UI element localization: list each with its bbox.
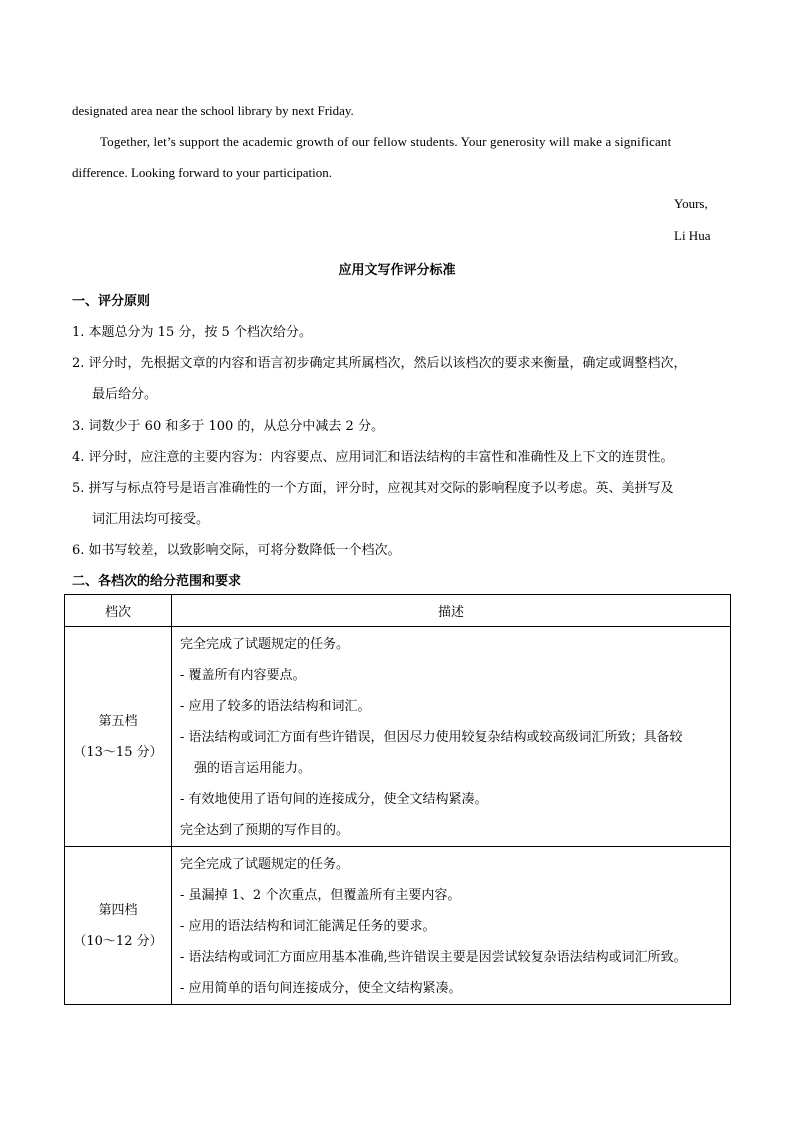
- principle-item: 4. 评分时，应注意的主要内容为：内容要点、应用词汇和语法结构的丰富性和准确性及上下文的连贯性。: [72, 450, 674, 465]
- principle-item: 3. 词数少于 60 和多于 100 的，从总分中减去 2 分。: [72, 419, 384, 434]
- letter-line-3: difference. Looking forward to your participation.: [72, 165, 333, 180]
- description-line: - 应用了较多的语法结构和词汇。: [180, 699, 371, 714]
- description-line: - 语法结构或词汇方面应用基本准确,些许错误主要是因尝试较复杂语法结构或词汇所致。: [180, 950, 687, 965]
- description-line: 完全完成了试题规定的任务。: [180, 637, 350, 652]
- principle-item-continuation: 最后给分。: [92, 387, 158, 402]
- table-row: [65, 627, 731, 847]
- description-line: - 覆盖所有内容要点。: [180, 668, 306, 683]
- level-name: 第四档: [98, 902, 138, 918]
- principle-item: 5. 拼写与标点符号是语言准确性的一个方面，评分时，应视其对交际的影响程度予以考虑。英、美拼写及: [72, 481, 674, 496]
- description-cell: [172, 847, 731, 1005]
- principle-item: 6. 如书写较差，以致影响交际，可将分数降低一个档次。: [72, 543, 401, 558]
- letter-closing: Yours,: [674, 196, 708, 211]
- page-title: 应用文写作评分标准: [338, 263, 456, 278]
- header-description: 描述: [172, 595, 731, 627]
- table-row: [65, 847, 731, 1005]
- level-cell: [65, 847, 172, 1005]
- level-name: 第五档: [98, 713, 138, 729]
- table-header-row: [65, 595, 731, 627]
- letter-signature: Li Hua: [674, 228, 711, 243]
- description-line: - 有效地使用了语句间的连接成分，使全文结构紧凑。: [180, 792, 488, 807]
- letter-line-1: designated area near the school library by next Friday.: [72, 103, 354, 118]
- principle-item: 2. 评分时，先根据文章的内容和语言初步确定其所属档次，然后以该档次的要求来衡量，确定或调整档次，: [72, 356, 687, 371]
- principle-item: 1. 本题总分为 15 分，按 5 个档次给分。: [72, 325, 312, 340]
- description-line-continuation: 强的语言运用能力。: [194, 761, 312, 776]
- description-cell: [172, 627, 731, 847]
- section-heading-levels: 二、各档次的给分范围和要求: [72, 574, 242, 589]
- description-line: 完全完成了试题规定的任务。: [180, 857, 350, 872]
- description-line: 完全达到了预期的写作目的。: [180, 823, 350, 838]
- letter-line-2: Together, let’s support the academic growth of our fellow students. Your generosity will make a significant: [100, 134, 672, 149]
- level-range: （13～15 分）: [73, 744, 163, 760]
- description-line: - 虽漏掉 1、2 个次重点，但覆盖所有主要内容。: [180, 888, 461, 903]
- level-range: （10～12 分）: [73, 933, 163, 949]
- grading-table: [64, 594, 731, 1005]
- description-line: - 应用的语法结构和词汇能满足任务的要求。: [180, 919, 436, 934]
- principle-item-continuation: 词汇用法均可接受。: [92, 512, 210, 527]
- section-heading-principles: 一、评分原则: [72, 294, 151, 309]
- description-line: - 语法结构或词汇方面有些许错误，但因尽力使用较复杂结构或较高级词汇所致；具备较: [180, 730, 683, 745]
- header-level: 档次: [65, 595, 172, 627]
- description-line: - 应用简单的语句间连接成分，使全文结构紧凑。: [180, 981, 462, 996]
- level-cell: [65, 627, 172, 847]
